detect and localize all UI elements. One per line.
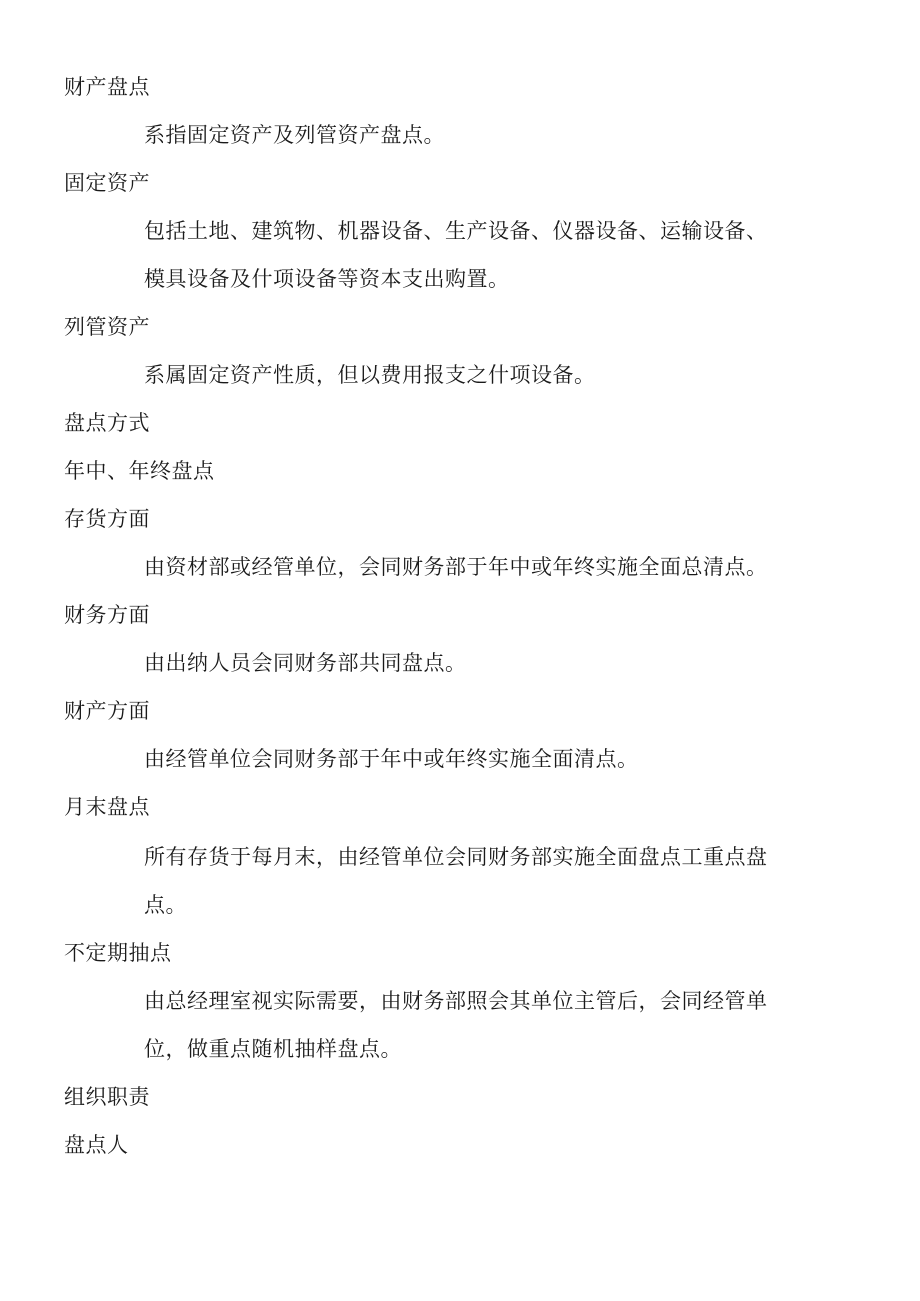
heading-irregular-spot-check: 不定期抽点 (64, 941, 172, 965)
heading-organization-duties: 组织职责 (64, 1085, 150, 1109)
heading-month-end: 月末盘点 (64, 795, 150, 819)
paragraph-fixed-assets-line2: 模具设备及什项设备等资本支出购置。 (144, 267, 510, 291)
paragraph-irregular-spot-check-line2: 位，做重点随机抽样盘点。 (144, 1037, 402, 1061)
paragraph-irregular-spot-check-line1: 由总经理室视实际需要，由财务部照会其单位主管后，会同经管单 (144, 989, 768, 1013)
paragraph-fixed-assets-line1: 包括土地、建筑物、机器设备、生产设备、仪器设备、运输设备、 (144, 219, 768, 243)
heading-finance: 财务方面 (64, 603, 150, 627)
paragraph-listed-assets: 系属固定资产性质，但以费用报支之什项设备。 (144, 363, 596, 387)
paragraph-month-end-line1: 所有存货于每月末，由经管单位会同财务部实施全面盘点工重点盘 (144, 845, 768, 869)
paragraph-property-inventory: 系指固定资产及列管资产盘点。 (144, 123, 445, 147)
heading-midyear-yearend: 年中、年终盘点 (64, 459, 215, 483)
heading-property: 财产方面 (64, 699, 150, 723)
heading-property-inventory: 财产盘点 (64, 75, 150, 99)
heading-fixed-assets: 固定资产 (64, 171, 150, 195)
paragraph-stock: 由资材部或经管单位，会同财务部于年中或年终实施全面总清点。 (144, 555, 768, 579)
paragraph-finance: 由出纳人员会同财务部共同盘点。 (144, 651, 467, 675)
heading-inventory-method: 盘点方式 (64, 411, 150, 435)
heading-listed-assets: 列管资产 (64, 315, 150, 339)
heading-stock: 存货方面 (64, 507, 150, 531)
paragraph-property: 由经管单位会同财务部于年中或年终实施全面清点。 (144, 747, 639, 771)
paragraph-month-end-line2: 点。 (144, 893, 187, 917)
heading-counter-person: 盘点人 (64, 1133, 129, 1157)
